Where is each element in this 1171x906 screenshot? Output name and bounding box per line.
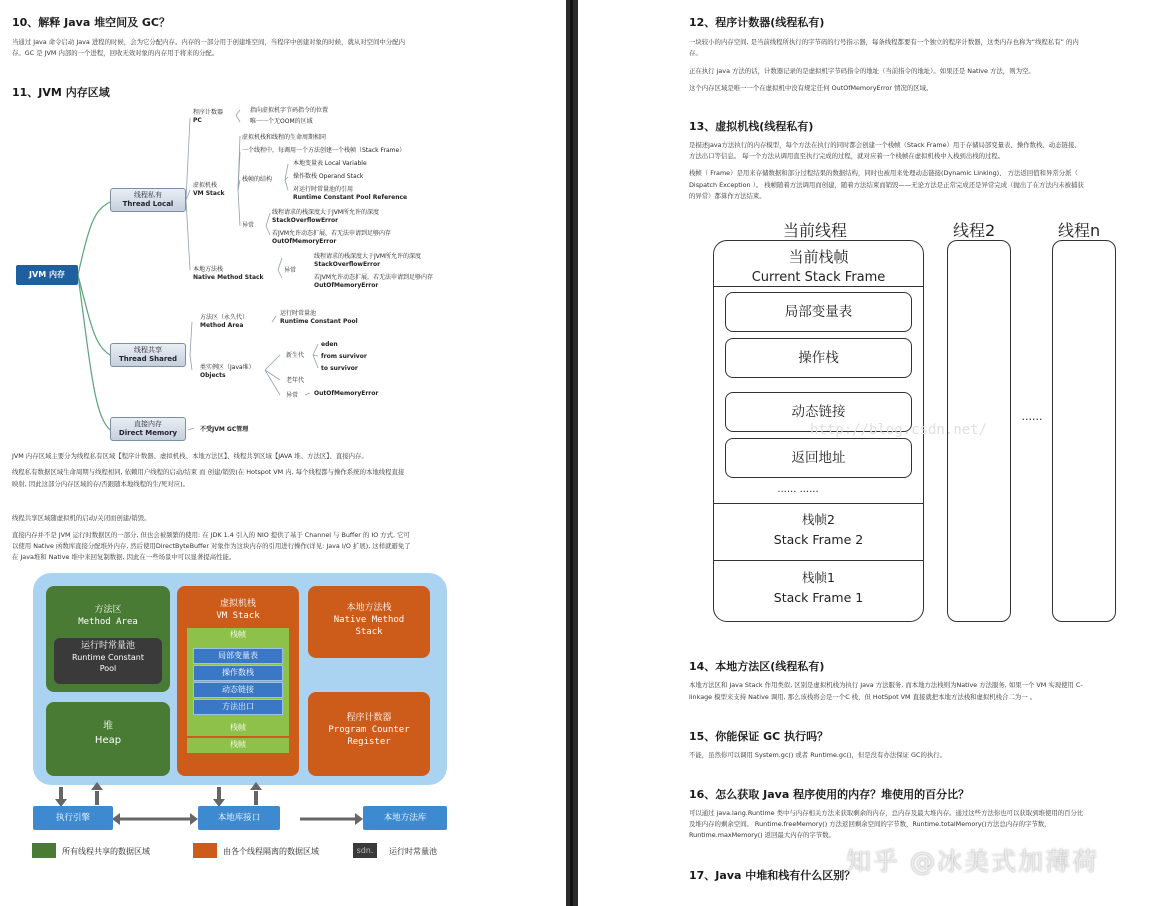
vmstack-exc-1: 线程请求的栈深度大于JVM所允许的深度 xyxy=(272,209,380,216)
frame-item-1: 操作数栈 xyxy=(193,665,283,681)
q13-para-1: 是描述java方法执行的内存模型，每个方法在执行的同时都会创建一个栈帧（Stack Frame）用于存储局部变量表、操作数栈、动态链接、 xyxy=(689,141,1081,149)
native-exc-1b: StackOverflowError xyxy=(314,261,381,268)
label-current-thread: 当前线程 xyxy=(783,221,848,240)
rcp-box xyxy=(54,638,162,684)
thread-shared-en: Thread Shared xyxy=(118,355,178,363)
q11-title: 11、JVM 内存区域 xyxy=(12,86,110,99)
pc-en2: Register xyxy=(347,737,391,747)
vmstack-line-1: 虚拟机栈和线程的生命周期相同 xyxy=(242,134,327,141)
native-cn: 本地方法栈 xyxy=(193,266,224,273)
q12-para-1: 一块较小的内存空间, 是当前线程所执行的字节码的行号指示器，每条线程都要有一个独立的程序计数器，这类内存也称为“线程私有” 的内 xyxy=(689,38,1079,46)
frame-item-3: 方法出口 xyxy=(193,699,283,715)
vm-stack-en: VM Stack xyxy=(216,611,260,621)
vmstack-exc: 异常 xyxy=(242,222,255,229)
q13-para-5: 的异常）都算作方法结束。 xyxy=(689,192,766,200)
stack-item-2: 动态链接 xyxy=(725,392,912,432)
native-interface: 本地库接口 xyxy=(198,806,280,830)
heap-cn: 堆 xyxy=(103,721,113,732)
jvm-memory-mindmap xyxy=(0,100,566,445)
q11-para-4: 线程共享区域随虚拟机的启动/关闭而创建/销毁。 xyxy=(12,514,151,522)
q13-para-2: 方法出口等信息。 每一个方法从调用直至执行完成的过程，就对应着一个栈帧在虚拟机栈中入栈到出栈的过程。 xyxy=(689,152,1005,160)
zhihu-watermark: 知乎 @冰美式加薄荷 xyxy=(846,847,1099,876)
pc-en1: Program Counter xyxy=(328,725,410,735)
q12-title: 12、程序计数器(线程私有) xyxy=(689,16,825,29)
exec-engine: 执行引擎 xyxy=(33,806,113,830)
objects-cn: 类实例区（Java堆） xyxy=(200,364,255,371)
pc-cn: 程序计数器 xyxy=(346,713,392,723)
pc-en: PC xyxy=(193,117,202,124)
threads-ellipsis: ...... xyxy=(1021,410,1043,423)
heap-en: Heap xyxy=(94,735,122,746)
legend-rcp-swatch: sdn. xyxy=(353,843,377,858)
rcp-cn: 运行时常量池 xyxy=(80,641,135,651)
frame-bar-2: 栈帧 xyxy=(187,721,289,736)
q16-para-3: Runtime.maxMemory() 返回最大内存的字节数。 xyxy=(689,831,835,839)
eden: eden xyxy=(321,341,338,348)
native-exc: 异常 xyxy=(284,267,297,274)
current-frame-line xyxy=(714,286,923,287)
rcp-en2: Pool xyxy=(99,664,117,673)
legend-shared-swatch xyxy=(32,843,56,858)
q12-para-4: 这个内存区域是唯一一个在虚拟机中没有规定任何 OutOfMemoryError 情况的区域。 xyxy=(689,84,933,92)
native-exc-2: 若JVM允许动态扩展，若无法申请到足够内存 xyxy=(314,274,434,281)
vmstack-cn: 虚拟机栈 xyxy=(193,182,218,189)
objects-exc: 异常 xyxy=(286,392,299,399)
label-thread-n: 线程n xyxy=(1058,221,1101,240)
q10-para-2: 存。GC 是 JVM 内部的一个进程，回收无效对象的内存用于将来的分配。 xyxy=(12,49,219,57)
node-thread-shared xyxy=(110,343,186,367)
q16-para-2: 及堆内存的剩余空间。 Runtime.freeMemory() 方法返回剩余空间的字节数，Runtime.totalMemory()方法总内存的字节数， xyxy=(689,820,1051,828)
direct-memory-en: Direct Memory xyxy=(118,429,178,437)
old-gen: 老年代 xyxy=(286,377,305,384)
csdn-watermark: http://blog.csdn.net/ xyxy=(810,422,988,438)
objects-oom: OutOfMemoryError xyxy=(314,390,379,397)
stack-frame-diagram xyxy=(578,210,1171,630)
frame2-cn: 栈帧2 xyxy=(802,512,835,527)
vmstack-exc-2b: OutOfMemoryError xyxy=(272,238,337,245)
current-frame-cn: 当前栈帧 xyxy=(788,248,849,266)
frame2-en: Stack Frame 2 xyxy=(773,532,864,547)
q11-para-5: 直接内存并不是 JVM 运行时数据区的一部分, 但也会被频繁的使用: 在 JDK 1.4 引入的 NIO 提供了基于 Channel 与 Buffer 的 IO 方式, 它可 xyxy=(12,531,410,539)
legend-private-swatch xyxy=(193,843,217,858)
node-thread-local xyxy=(110,188,186,212)
q16-title: 16、怎么获取 Java 程序使用的内存？堆使用的百分比？ xyxy=(689,788,970,801)
legend-rcp: 运行时常量池 xyxy=(389,847,437,856)
q10-title: 10、解释 Java 堆空间及 GC？ xyxy=(12,16,171,29)
q13-title: 13、虚拟机栈(线程私有) xyxy=(689,120,814,133)
method-area-en: Method Area xyxy=(78,617,138,627)
frame-item-1: 本地变量表 Local Variable xyxy=(293,160,367,167)
thread-shared-cn: 线程共享 xyxy=(134,346,162,354)
q11-para-7: 在 Java堆和 Native 堆中来回复制数据, 因此在一些场景中可以显著提高性能。 xyxy=(12,553,236,561)
q12-para-3: 正在执行 java 方法的话，计数器记录的是虚拟机字节码指令的地址（当前指令的地址）。如果还是 Native 方法，则为空。 xyxy=(689,67,1035,75)
vmstack-line-2: 一个线程中，每调用一个方法创建一个栈帧（Stack Frame） xyxy=(242,147,406,154)
frame1-cn: 栈帧1 xyxy=(802,570,835,585)
vmstack-en: VM Stack xyxy=(193,190,225,197)
node-direct-memory xyxy=(110,417,186,441)
vmstack-frame: 栈帧的结构 xyxy=(242,176,273,183)
heap-box xyxy=(46,702,170,776)
legend-shared: 所有线程共享的数据区域 xyxy=(62,847,150,856)
native-exc-1: 线程请求的栈深度大于JVM所允许的深度 xyxy=(314,253,422,260)
frame-item-0: 局部变量表 xyxy=(193,648,283,664)
q11-para-2: 线程私有数据区域生命周期与线程相同, 依赖用户线程的启动/结束 而 创建/销毁(在 Hotspot VM 内, 每个线程都与操作系统的本地线程直接 xyxy=(12,468,405,476)
frame-top-bar: 栈帧 xyxy=(187,628,289,643)
stack-item-1: 操作栈 xyxy=(725,338,912,378)
pc-line-2: 唯一一个无OOM的区域 xyxy=(250,118,313,125)
frame-item-2: 操作数栈 Operand Stack xyxy=(293,173,364,180)
q11-para-6: 以使用 Native 函数库直接分配堆外内存, 然后使用DirectByteBuffer 对象作为这块内存的引用进行操作(详见: Java I/O 扩展), 这样就避免了 xyxy=(12,542,411,550)
native-stack-cn: 本地方法栈 xyxy=(346,603,392,613)
frame-item-2: 动态链接 xyxy=(193,682,283,698)
current-frame-en: Current Stack Frame xyxy=(751,270,886,285)
frame2-top-line xyxy=(714,503,923,504)
q11-para-1: JVM 内存区域主要分为线程私有区域【程序计数器、虚拟机栈、本地方法区】、线程共享区域【JAVA 堆、方法区】、直接内存。 xyxy=(12,452,368,460)
q10-para-1: 当通过 Java 命令启动 Java 进程的时候，会为它分配内存。内存的一部分用于创建堆空间，当程序中创建对象的时候，就从对空间中分配内 xyxy=(12,38,405,46)
q16-para-1: 可以通过 java.lang.Runtime 类中与内存相关方法来获取剩余的内存，总内存及最大堆内存。通过这些方法你也可以获取到堆使用的百分比 xyxy=(689,809,1084,817)
q14-para-2: linkage 模型来支持 Native 调用, 那么该栈将会是一个C 栈，但 HotSpot VM 直接就把本地方法栈和虚拟机栈合二为一 。 xyxy=(689,693,1037,701)
native-library: 本地方法库 xyxy=(363,806,447,830)
q14-title: 14、本地方法区(线程私有) xyxy=(689,660,825,673)
q17-title: 17、Java 中堆和栈有什么区别？ xyxy=(689,869,856,882)
label-thread-2: 线程2 xyxy=(953,221,996,240)
thread-n-stack xyxy=(1052,240,1116,622)
native-stack-en2: Stack xyxy=(355,627,383,637)
method-area-l1: 运行时常量池 xyxy=(280,310,317,317)
q12-para-2: 存。 xyxy=(689,49,702,57)
to-survivor: to survivor xyxy=(321,365,358,372)
native-exc-2b: OutOfMemoryError xyxy=(314,282,379,289)
q15-title: 15、你能保证 GC 执行吗？ xyxy=(689,730,829,743)
stack-dots: ...... ...... xyxy=(777,484,819,495)
thread-local-cn: 线程私有 xyxy=(134,191,162,199)
stack-item-0: 局部变量表 xyxy=(725,292,912,332)
method-area-cn: 方法区（永久代） xyxy=(200,314,249,321)
native-stack-box xyxy=(308,586,430,658)
direct-line-1: 不受JVM GC管理 xyxy=(200,426,249,433)
native-en: Native Method Stack xyxy=(193,274,264,281)
mindmap-root: JVM 内存 xyxy=(16,265,78,285)
from-survivor: from survivor xyxy=(321,353,367,360)
native-stack-en1: Native Method xyxy=(333,615,405,625)
young-gen: 新生代 xyxy=(286,352,305,359)
vmstack-exc-2: 若JVM允许动态扩展，若无法申请到足够内存 xyxy=(272,230,392,237)
thread-local-en: Thread Local xyxy=(122,200,174,208)
q11-para-3: 映射, 因此这部分内存区域的存/否跟随本地线程的生/死对应)。 xyxy=(12,480,190,488)
pc-cn: 程序计数器 xyxy=(193,109,224,116)
frame1-en: Stack Frame 1 xyxy=(773,590,864,605)
pc-box xyxy=(308,692,430,776)
frame-bar-3: 栈帧 xyxy=(187,738,289,753)
method-area-l1b: Runtime Constant Pool xyxy=(280,318,358,325)
q15-para-1: 不能，虽然你可以调用 System.gc() 或者 Runtime.gc()，但是没有办法保证 GC的执行。 xyxy=(689,751,947,759)
q13-para-4: Dispatch Exception ）。 栈帧随着方法调用而创建，随着方法结束而销毁——无论方法是正常完成还是异常完成（抛出了在方法内未被捕获 xyxy=(689,181,1084,189)
frame-item-3: 对运行时常量池的引用 xyxy=(293,186,354,193)
legend-private: 由各个线程隔离的数据区域 xyxy=(223,847,319,856)
stack-item-3: 返回地址 xyxy=(725,438,912,478)
vmstack-exc-1b: StackOverflowError xyxy=(272,217,339,224)
left-page xyxy=(0,0,566,906)
frame-item-3b: Runtime Constant Pool Reference xyxy=(293,194,408,201)
q14-para-1: 本地方法区和 Java Stack 作用类似, 区别是虚拟机栈为执行 Java 方法服务, 而本地方法栈则为Native 方法服务, 如果一个 VM 实现使用 C- xyxy=(689,681,1083,689)
method-area-cn: 方法区 xyxy=(94,605,122,615)
right-page xyxy=(578,0,1171,906)
jvm-runtime-diagram xyxy=(0,570,566,870)
objects-en: Objects xyxy=(200,372,226,379)
frame1-top-line xyxy=(714,560,923,561)
direct-memory-cn: 直接内存 xyxy=(134,420,162,428)
vm-stack-cn: 虚拟机栈 xyxy=(219,599,256,609)
method-area-en: Method Area xyxy=(200,322,244,329)
q13-para-3: 栈帧（ Frame）是用来存储数据和部分过程结果的数据结构，同时也被用来处理动态链接(Dynamic Linking)、 方法返回值和异常分派（ xyxy=(689,169,1078,177)
page-divider xyxy=(566,0,578,906)
pc-line-1: 指向虚拟机字节码指令的位置 xyxy=(250,107,329,114)
rcp-en1: Runtime Constant xyxy=(72,653,144,662)
